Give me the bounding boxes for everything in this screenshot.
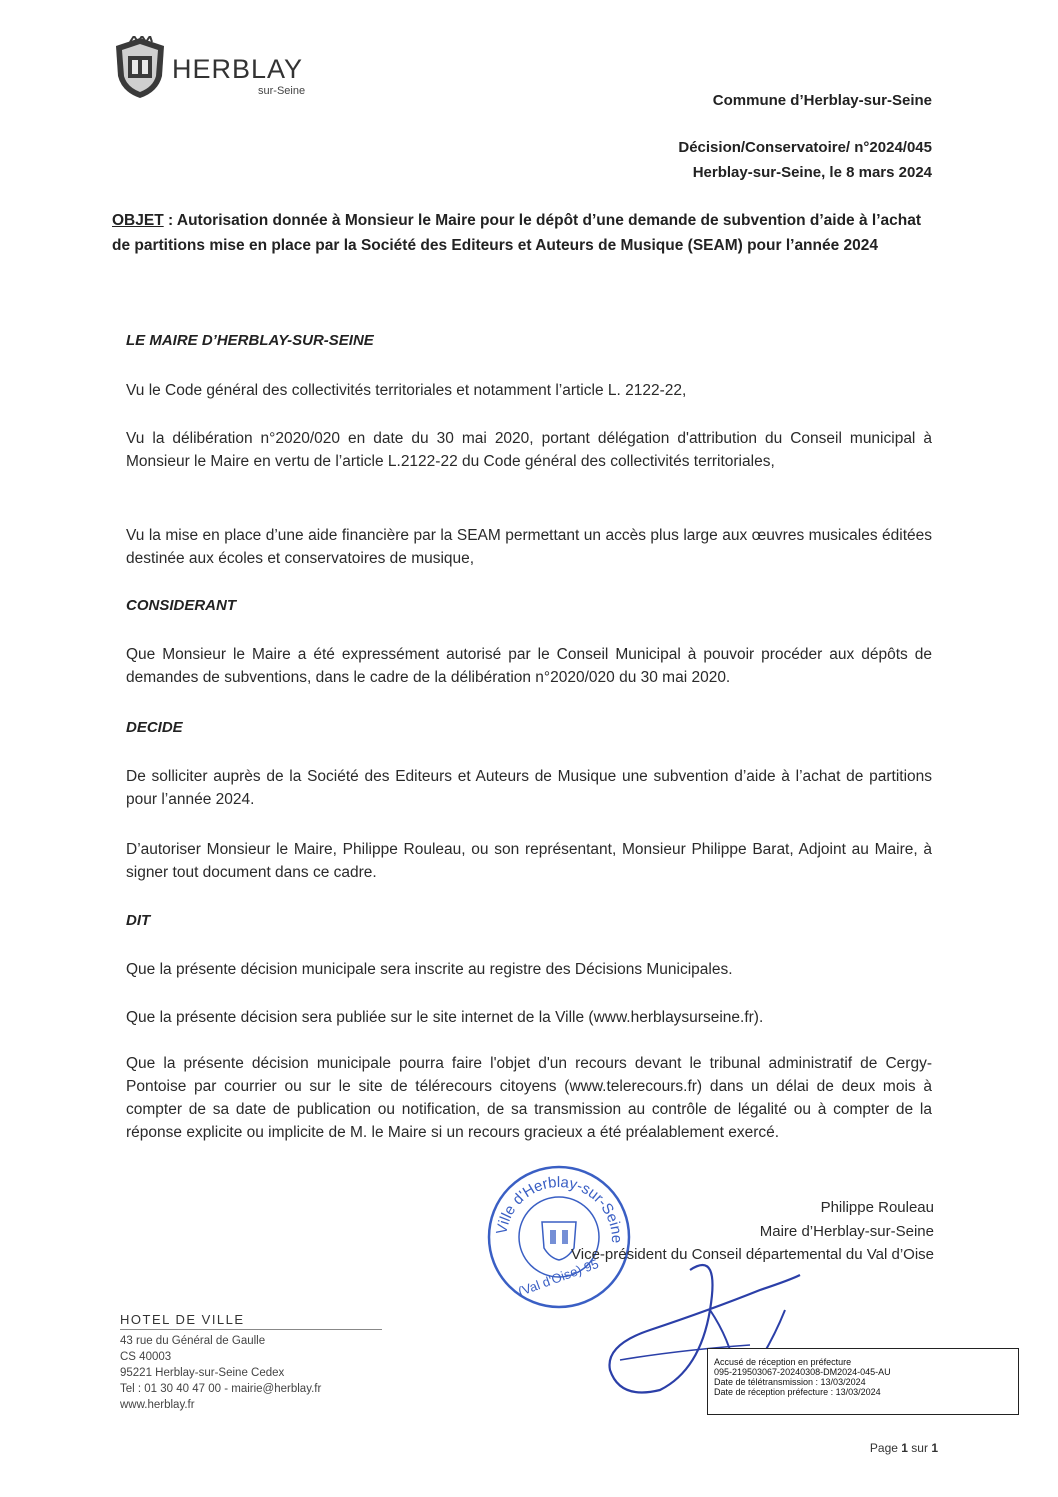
paragraph-dit-1: Que la présente décision municipale sera inscrite au registre des Décisions Municipales. — [126, 961, 733, 978]
footer-address-1: 43 rue du Général de Gaulle — [120, 1335, 266, 1347]
decision-number: Décision/Conservatoire/ n°2024/045 — [678, 139, 932, 156]
section-maire: LE MAIRE D’HERBLAY-SUR-SEINE — [126, 332, 374, 349]
signatory-title-1: Maire d’Herblay-sur-Seine — [759, 1223, 934, 1240]
receipt-line-3: Date de télétransmission : 13/03/2024 — [714, 1377, 866, 1387]
page-mid: sur — [907, 1441, 932, 1455]
receipt-line-4: Date de réception préfecture : 13/03/2024 — [714, 1387, 881, 1397]
logo-name: HERBLAY — [172, 54, 304, 84]
page-number — [870, 1441, 938, 1455]
stamp-text-bottom: (Val d'Oise) 95 — [515, 1255, 601, 1300]
paragraph-decide-1: De solliciter auprès de la Société des Editeurs et Auteurs de Musique une subvention d’aide à l’achat de partitions pour l’année 2024. — [126, 768, 932, 808]
commune-heading: Commune d’Herblay-sur-Seine — [712, 92, 932, 109]
receipt-line-2: 095-219503067-20240308-DM2024-045-AU — [714, 1367, 891, 1377]
objet-text: Autorisation donnée à Monsieur le Maire pour le dépôt d’une demande de subvention d’aide à l’achat de partitions mise en place par la Société des Editeurs et Auteurs de Musique (SEAM) pour l’année 2024 — [112, 212, 922, 254]
footer-contact: Tel : 01 30 40 47 00 - mairie@herblay.fr — [120, 1383, 322, 1395]
page-prefix: Page — [869, 1441, 902, 1455]
section-dit: DIT — [126, 912, 151, 929]
paragraph-vu-1: Vu le Code général des collectivités territoriales et notamment l’article L. 2122-22, — [126, 382, 687, 399]
paragraph-vu-2: Vu la délibération n°2020/020 en date du 30 mai 2020, portant délégation d'attribution du Conseil municipal à Monsieur le Maire en vertu de l’article L.2122-22 du Code général des collectivités territoriales, — [126, 430, 932, 470]
paragraph-decide-2: D’autoriser Monsieur le Maire, Philippe Rouleau, ou son représentant, Monsieur Philippe Barat, Adjoint au Maire, à signer tout document dans ce cadre. — [126, 841, 932, 881]
paragraph-dit-3: Que la présente décision municipale pourra faire l'objet d'un recours devant le tribunal administratif de Cergy-Pontoise par courrier ou sur le site de télérecours citoyens (www.telerecours.fr) dans un délai de deux mois à compter de sa date de publication ou notification, de sa transmission au contrôle de légalité ou à compter de la réponse explicite ou implicite de M. le Maire si un recours gracieux a été préalablement exercé. — [126, 1055, 932, 1141]
objet-separator: : — [163, 212, 177, 229]
receipt-line-1: Accusé de réception en préfecture — [714, 1357, 852, 1367]
prefecture-receipt-box — [707, 1348, 1019, 1415]
objet-label: OBJET — [112, 212, 164, 229]
paragraph-vu-3: Vu la mise en place d’une aide financière par la SEAM permettant un accès plus large aux œuvres musicales éditées destinée aux écoles et conservatoires de musique, — [126, 527, 932, 567]
objet-block — [112, 208, 932, 258]
footer-divider — [120, 1329, 382, 1330]
section-decide: DECIDE — [126, 719, 183, 736]
footer-title: HOTEL DE VILLE — [120, 1312, 245, 1327]
footer-address-2: CS 40003 — [120, 1351, 172, 1363]
footer-address-3: 95221 Herblay-sur-Seine Cedex — [120, 1367, 285, 1379]
footer-web: www.herblay.fr — [120, 1399, 195, 1411]
page-total: 1 — [931, 1441, 938, 1455]
logo-subtitle: sur-Seine — [258, 85, 306, 97]
section-considerant: CONSIDERANT — [126, 597, 237, 614]
stamp-text-top: Ville d'Herblay-sur-Seine — [493, 1173, 626, 1244]
herblay-logo-shield-icon — [112, 36, 168, 100]
paragraph-considerant: Que Monsieur le Maire a été expressément autorisé par le Conseil Municipal à pouvoir procéder aux dépôts de demandes de subventions, dans le cadre de la délibération n°2020/020 du 30 mai 2020. — [126, 646, 932, 686]
date-line: Herblay-sur-Seine, le 8 mars 2024 — [692, 164, 932, 181]
paragraph-dit-2: Que la présente décision sera publiée sur le site internet de la Ville (www.herblaysurseine.fr). — [126, 1009, 764, 1026]
signatory-title-2: Vice-président du Conseil départemental du Val d’Oise — [571, 1246, 934, 1263]
page-current: 1 — [901, 1441, 908, 1455]
signatory-name: Philippe Rouleau — [820, 1199, 934, 1216]
